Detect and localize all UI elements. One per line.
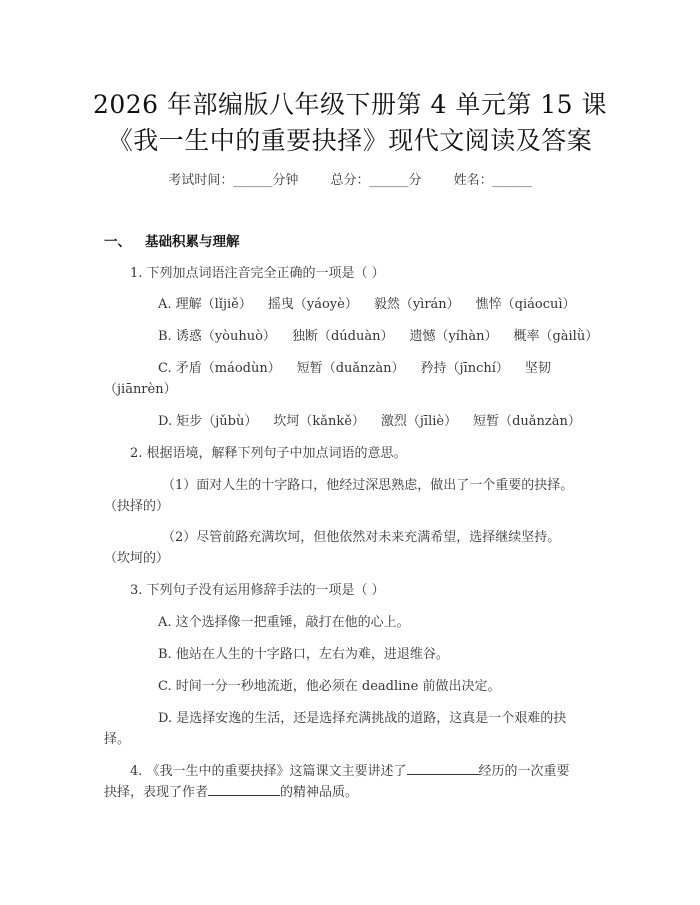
title-line-1: 2026 年部编版八年级下册第 4 单元第 15 课 xyxy=(92,90,608,119)
q1-a-3: 毅然（yìrán） xyxy=(373,297,460,312)
q1-c-4: 坚韧 xyxy=(524,361,551,376)
q1-d-1: D. 矩步（jǔbù） xyxy=(158,414,258,429)
exam-name: 姓名：______ xyxy=(453,173,532,188)
q1-d-3: 激烈（jīliè） xyxy=(380,414,458,429)
q1-a-1: A. 理解（lǐjiě） xyxy=(158,297,252,312)
q1-option-c-continued: （jiānrèn） xyxy=(104,382,177,397)
exam-score: 总分：______分 xyxy=(330,173,422,188)
q4-blank-1[interactable] xyxy=(407,761,479,775)
q2-sentence-2-continued: （坎坷的） xyxy=(104,551,170,566)
section-title: 基础积累与理解 xyxy=(145,234,240,250)
q3-option-c: C. 时间一分一秒地流逝，他必须在 deadline 前做出决定。 xyxy=(158,679,501,694)
q1-d-2: 坎坷（kǎnkě） xyxy=(273,414,365,429)
exam-info xyxy=(0,169,700,188)
q1-option-c xyxy=(158,357,567,376)
q1-b-2: 独断（dúduàn） xyxy=(291,329,394,344)
q4-line-1 xyxy=(130,760,570,779)
q1-b-4: 概率（gàilǜ） xyxy=(513,329,599,344)
q4-part-1: 4. 《我一生中的重要抉择》这篇课文主要讲述了 xyxy=(130,764,407,779)
exam-time: 考试时间：______分钟 xyxy=(168,173,299,188)
q4-blank-2[interactable] xyxy=(208,782,280,796)
q4-part-4: 的精神品质。 xyxy=(280,785,359,800)
q1-c-3: 矜持（jīnchí） xyxy=(420,361,509,376)
q1-option-b xyxy=(158,325,614,344)
q3-option-a: A. 这个选择像一把重锤，敲打在他的心上。 xyxy=(158,615,410,630)
q4-line-2 xyxy=(104,781,358,800)
q2-stem: 2. 根据语境，解释下列句子中加点词语的意思。 xyxy=(130,446,407,461)
q2-sentence-1-continued: （抉择的） xyxy=(104,499,170,514)
q2-sentence-1: （1）面对人生的十字路口，他经过深思熟虑，做出了一个重要的抉择。 xyxy=(162,478,574,493)
q3-stem: 3. 下列句子没有运用修辞手法的一项是（ ） xyxy=(130,583,385,598)
q1-b-1: B. 诱惑（yòuhuò） xyxy=(158,329,276,344)
q1-d-4: 短暂（duǎnzàn） xyxy=(473,414,581,429)
q1-stem: 1. 下列加点词语注音完全正确的一项是（ ） xyxy=(130,266,385,281)
q4-part-3: 抉择，表现了作者 xyxy=(104,785,209,800)
q3-option-d-continued: 择。 xyxy=(104,732,131,747)
q1-a-2: 摇曳（yáoyè） xyxy=(267,297,358,312)
q1-option-a xyxy=(158,293,592,312)
title-line-2: 《我一生中的重要抉择》现代文阅读及答案 xyxy=(107,126,593,155)
q3-option-d: D. 是选择安逸的生活，还是选择充满挑战的道路，这真是一个艰难的抉 xyxy=(158,711,567,726)
q1-b-3: 遗憾（yíhàn） xyxy=(409,329,498,344)
q4-part-2: 经历的一次重要 xyxy=(478,764,570,779)
section-number: 一、 xyxy=(104,234,131,250)
q1-a-4: 憔悴（qiáocuì） xyxy=(475,297,576,312)
q1-option-d xyxy=(158,410,597,429)
q2-sentence-2: （2）尽管前路充满坎坷，但他依然对未来充满希望，选择继续坚持。 xyxy=(162,530,561,545)
q1-c-2: 短暂（duǎnzàn） xyxy=(296,361,405,376)
q3-option-b: B. 他站在人生的十字路口，左右为难，进退维谷。 xyxy=(158,647,449,662)
q1-c-1: C. 矛盾（máodùn） xyxy=(158,361,281,376)
section-heading-1 xyxy=(104,230,240,250)
